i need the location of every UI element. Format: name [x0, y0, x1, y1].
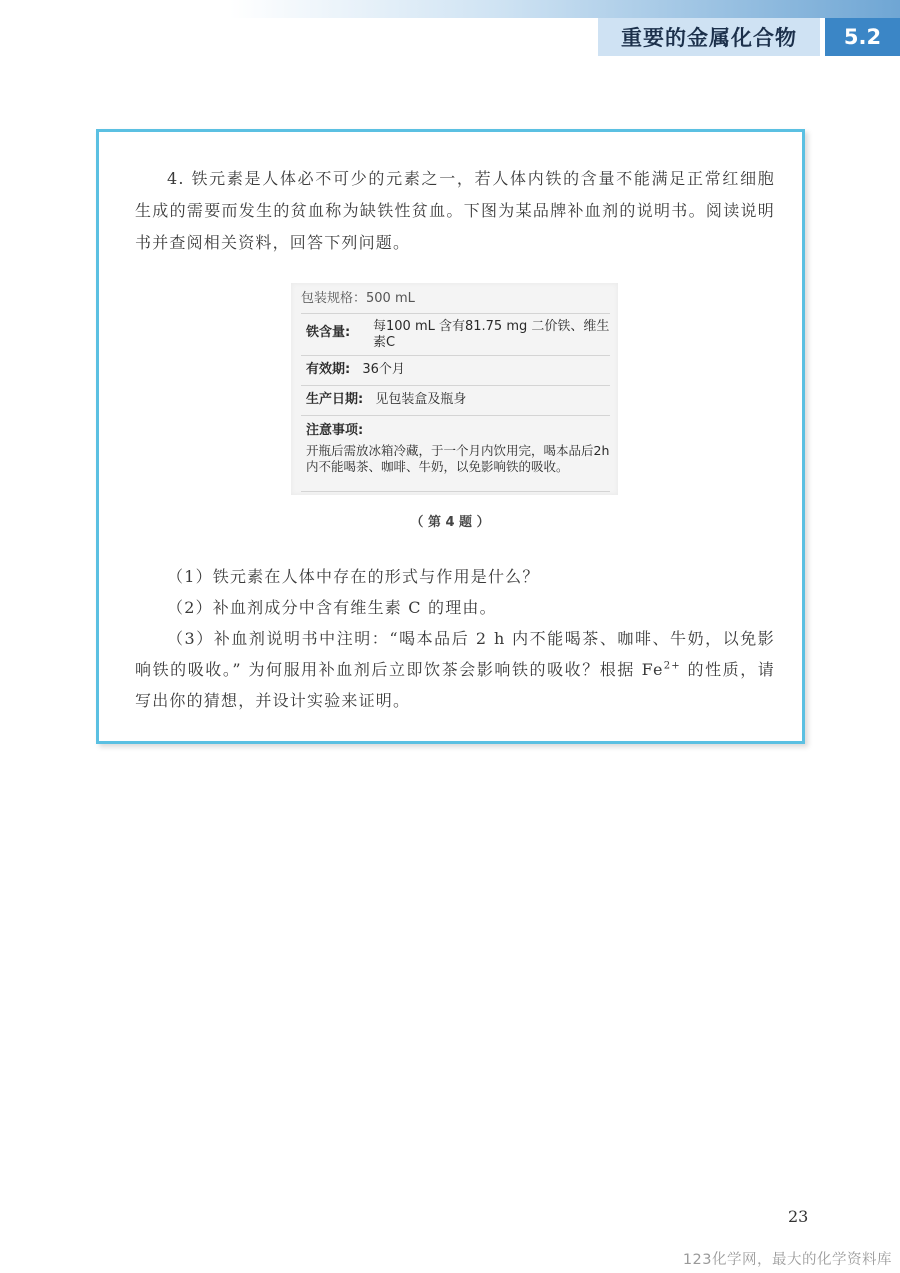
exercise-intro: 4. 铁元素是人体必不可少的元素之一，若人体内铁的含量不能满足正常红细胞生成的需要而发生的贫血称为缺铁性贫血。下图为某品牌补血剂的说明书。阅读说明书并查阅相关资料，回答下列问题。: [135, 169, 775, 252]
supplement-label-photo: [291, 283, 618, 495]
chapter-title: 重要的金属化合物: [598, 18, 820, 56]
label-date-key: 生产日期:: [306, 392, 364, 407]
label-date-value: 见包装盒及瓶身: [375, 392, 467, 407]
label-row-expiry: [301, 355, 610, 386]
label-expiry-key: 有效期:: [306, 362, 351, 377]
question-3: [135, 623, 775, 716]
figure-caption: （ 第 4 题 ）: [410, 515, 490, 530]
label-note-title: 注意事项:: [306, 423, 364, 438]
page-number: 23: [788, 1207, 809, 1226]
label-row-iron: [301, 313, 610, 356]
label-iron-key: 铁含量:: [306, 325, 351, 340]
question-1: （1）铁元素在人体中存在的形式与作用是什么？: [167, 567, 540, 586]
label-spec-text: 包装规格：500 mL: [301, 291, 415, 306]
question-2: （2）补血剂成分中含有维生素 C 的理由。: [167, 598, 497, 617]
watermark: 123化学网，最大的化学资料库: [682, 1252, 892, 1268]
header-decoration: [230, 0, 900, 18]
label-iron-value: 每100 mL 含有81.75 mg 二价铁、维生素C: [373, 319, 610, 350]
label-row-date: [301, 385, 610, 416]
label-row-notes: [301, 415, 610, 492]
section-number: 5.2: [825, 18, 900, 56]
question-3-superscript: 2+: [663, 660, 681, 672]
question-3-part1: （3）补血剂说明书中注明：“喝本品后 2 h 内不能喝茶、咖啡、牛奶，以免影响铁的吸收。” 为何服用补血剂后立即饮茶会影响铁的吸收？根据 Fe: [135, 629, 775, 679]
question-3-part2: 的性质，请写出你的猜想，并设计实验来证明。: [135, 660, 775, 710]
label-note-text: 开瓶后需放冰箱冷藏，于一个月内饮用完，喝本品后2h内不能喝茶、咖啡、牛奶，以免影响铁的吸收。: [306, 443, 610, 474]
label-row-spec: [301, 287, 610, 314]
label-expiry-value: 36个月: [362, 362, 405, 377]
